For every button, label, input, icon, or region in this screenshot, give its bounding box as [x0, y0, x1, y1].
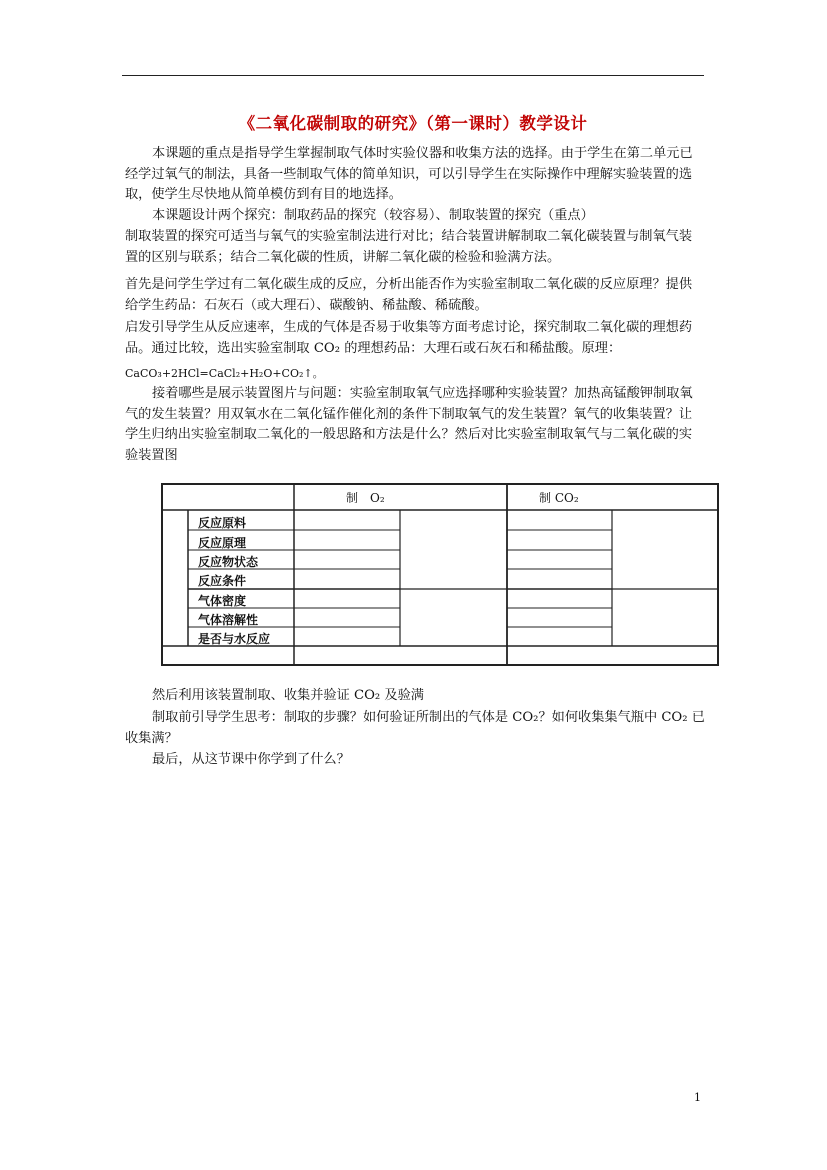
- header-rule: [122, 75, 704, 76]
- paragraph-apparatus: 制取装置的探究可适当与氧气的实验室制法进行对比；结合装置讲解制取二氧化碳装置与制氧气装置的区别与联系；结合二氧化碳的性质，讲解二氧化碳的检验和验满方法。: [125, 229, 693, 265]
- row-label: 气体溶解性: [198, 613, 259, 627]
- paragraph-devices: 接着哪些是展示装置图片与问题：实验室制取氧气应选择哪种实验装置？加热高锰酸钾制取氧气的发生装置？用双氧水在二氧化锰作催化剂的条件下制取氧气的发生装置？氧气的收集装置？让学生归纳出实验室制取二氧化的一般思路和方法是什么？然后对比实验室制取氧气与二氧化碳的实验装置图: [125, 386, 693, 463]
- header-co2: 制 CO₂: [539, 491, 579, 505]
- comparison-table: [161, 483, 719, 666]
- page-number: 1: [694, 1091, 701, 1104]
- document-title: 《二氧化碳制取的研究》（第一课时）教学设计: [238, 114, 588, 133]
- row-label: 反应原料: [198, 516, 247, 530]
- paragraph-design: 本课题设计两个探究：制取药品的探究（较容易）、制取装置的探究（重点）: [152, 208, 594, 223]
- row-label: 反应物状态: [198, 555, 259, 569]
- header-o2: 制 O₂: [346, 491, 385, 505]
- paragraph-summary: 最后，从这节课中你学到了什么？: [152, 752, 350, 767]
- paragraph-collect: 然后利用该装置制取、收集并验证 CO₂ 及验满: [152, 688, 424, 703]
- row-label: 反应原理: [198, 536, 247, 550]
- reaction-formula: CaCO₃+2HCl=CaCl₂+H₂O+CO₂↑。: [125, 367, 324, 380]
- row-label: 反应条件: [198, 574, 247, 588]
- paragraph-reaction: 首先是问学生学过有二氧化碳生成的反应，分析出能否作为实验室制取二氧化碳的反应原理？提供给学生药品：石灰石（或大理石）、碳酸钠、稀盐酸、稀硫酸。: [125, 277, 693, 313]
- paragraph-reagents: 启发引导学生从反应速率，生成的气体是否易于收集等方面考虑讨论，探究制取二氧化碳的理想药品。通过比较，选出实验室制取 CO₂ 的理想药品：大理石或石灰石和稀盐酸。原理：: [125, 320, 693, 356]
- row-label: 气体密度: [198, 594, 247, 608]
- paragraph-questions: 制取前引导学生思考：制取的步骤？如何验证所制出的气体是 CO₂？如何收集集气瓶中 CO₂ 已收集满？: [125, 710, 705, 746]
- row-label: 是否与水反应: [198, 632, 271, 646]
- paragraph-intro: 本课题的重点是指导学生掌握制取气体时实验仪器和收集方法的选择。由于学生在第二单元已经学过氧气的制法，具备一些制取气体的简单知识，可以引导学生在实际操作中理解实验装置的选取，使学生尽快地从简单模仿到有目的地选择。: [125, 146, 693, 202]
